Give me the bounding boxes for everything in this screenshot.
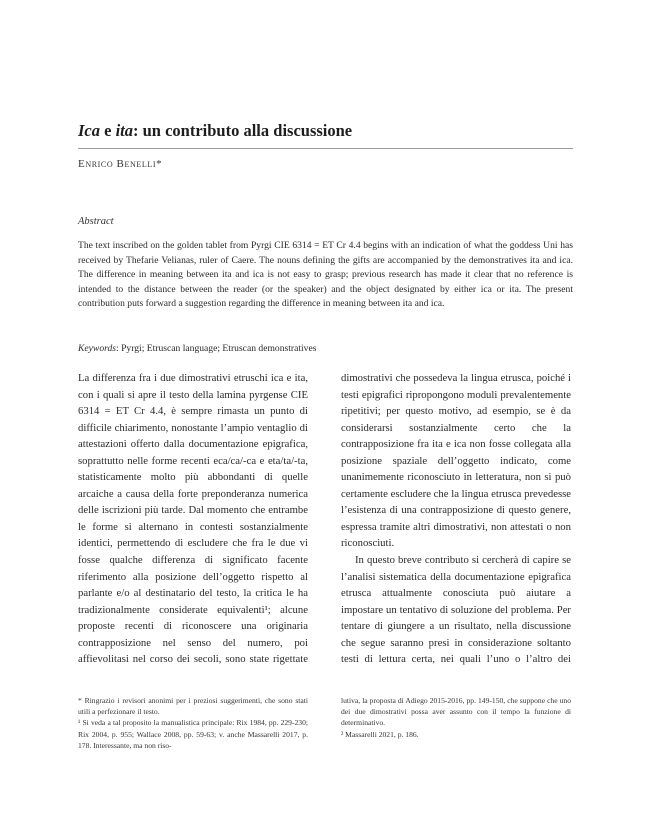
title-term-ica: Ica <box>78 121 100 140</box>
title-term-ita: ita <box>115 121 133 140</box>
keywords-list: : Pyrgi; Etruscan language; Etruscan demonstratives <box>116 343 317 354</box>
body-paragraph-1-continued: dimostrativi che possedeva la lingua etrusca, poiché i testi epigrafici ripropongono moduli prevalentemente ripetitivi; per questo motivo, ad esempio, se è da considerarsi sostanzialmente certo che la contrapposizione fra ita e ica non fosse collegata alla posizione spaziale dell’oggetto indicato, come unanimemente riconosciuto in letteratura, non si può certamente escludere che la lingua etrusca prevedesse l’esistenza di una contrapposizione di questo genere, espressa tramite altri dimostrativi, non attestati o non riconosciuti. <box>341 372 571 550</box>
abstract-section <box>78 216 573 354</box>
keywords-line <box>78 343 573 354</box>
title-conjunction: e <box>100 121 116 140</box>
article-title <box>78 121 578 141</box>
footnote-2: ² Massarelli 2021, p. 186. <box>341 729 419 739</box>
title-subtitle: : un contributo alla discussione <box>133 121 353 140</box>
keywords-label: Keywords <box>78 343 117 354</box>
footnote-star: * Ringrazio i revisori anonimi per i preziosi suggerimenti, che sono stati utili a perfezionare il testo. <box>78 696 308 717</box>
author-name: Enrico Benelli* <box>78 158 163 170</box>
footnote-1: ¹ Si veda a tal proposito la manualistica principale: Rix 1984, pp. 229-230; Rix 2004, p. 955; Wallace 2008, pp. 59-63; v. anche Massarelli 2017, p. 178. Interessante, ma non riso- <box>78 718 308 750</box>
title-divider <box>78 148 573 149</box>
body-paragraph-2: In questo breve contributo si cercherà di capire se l’analisi sistematica della documentazione epigrafica etrusca attualmente conosciuta può aiutare a impostare un tentativo di soluzione del problema. Per tentare di giungere a un risultato, nella discussione che segue saranno presi in considerazione soltanto testi di lettura certa, nei quali l’uno o l’altro dei <box>341 554 571 666</box>
body-column-right <box>341 370 571 670</box>
abstract-heading: Abstract <box>78 216 114 227</box>
abstract-text: The text inscribed on the golden tablet from Pyrgi CIE 6314 = ET Cr 4.4 begins with an indication of what the goddess Uni has received by Thefarie Velianas, ruler of Caere. The nouns defining the gifts are accompanied by the demonstratives ita and ica. The difference in meaning between ita and ica is not easy to grasp; previous research has made it clear that no reference is intended to the distance between the reader (or the speaker) and the object designated by either ica or ita. The present contribution puts forward a suggestion regarding the difference in meaning between ita and ica. <box>78 240 573 310</box>
body-paragraph-1: La differenza fra i due dimostrativi etruschi ica e ita, con i quali si apre il testo della lamina pyrgense CIE 6314 = ET Cr 4.4, è sempre rimasta un punto di difficile chiarimento, nonostante l’ampio ventaglio di attestazioni offerto dalla documentazione epigrafica, soprattutto nelle forme recenti eca/ca/-ca e eta/ta/-ta, statisticamente molto più abbondanti di quelle arcaiche a causa della forte preponderanza numerica delle iscrizioni più tarde. Dal momento che entrambe le forme si alternano in contesti sostanzialmente identici, permettendo di escludere che fra le due vi fosse qualche differenza di significato facente riferimento alla posizione dell’oggetto rispetto al parlante e/o al destinatario del testo, la critica le ha tradizionalmente considerate equivalenti¹; alcune proposte recenti di riconoscere una originaria contrapposizione nel senso del numero, poi affievolitasi nel corso dei secoli, sono state rigettate <box>78 372 308 666</box>
body-column-left <box>78 370 308 670</box>
footnotes-right <box>341 695 571 740</box>
footnotes-left <box>78 695 308 751</box>
footnote-1-continued: lutiva, la proposta di Adiego 2015-2016, pp. 149-150, che suppone che uno dei due dimostrativi possa aver assunto con il tempo la funzione di determinativo. <box>341 696 571 728</box>
